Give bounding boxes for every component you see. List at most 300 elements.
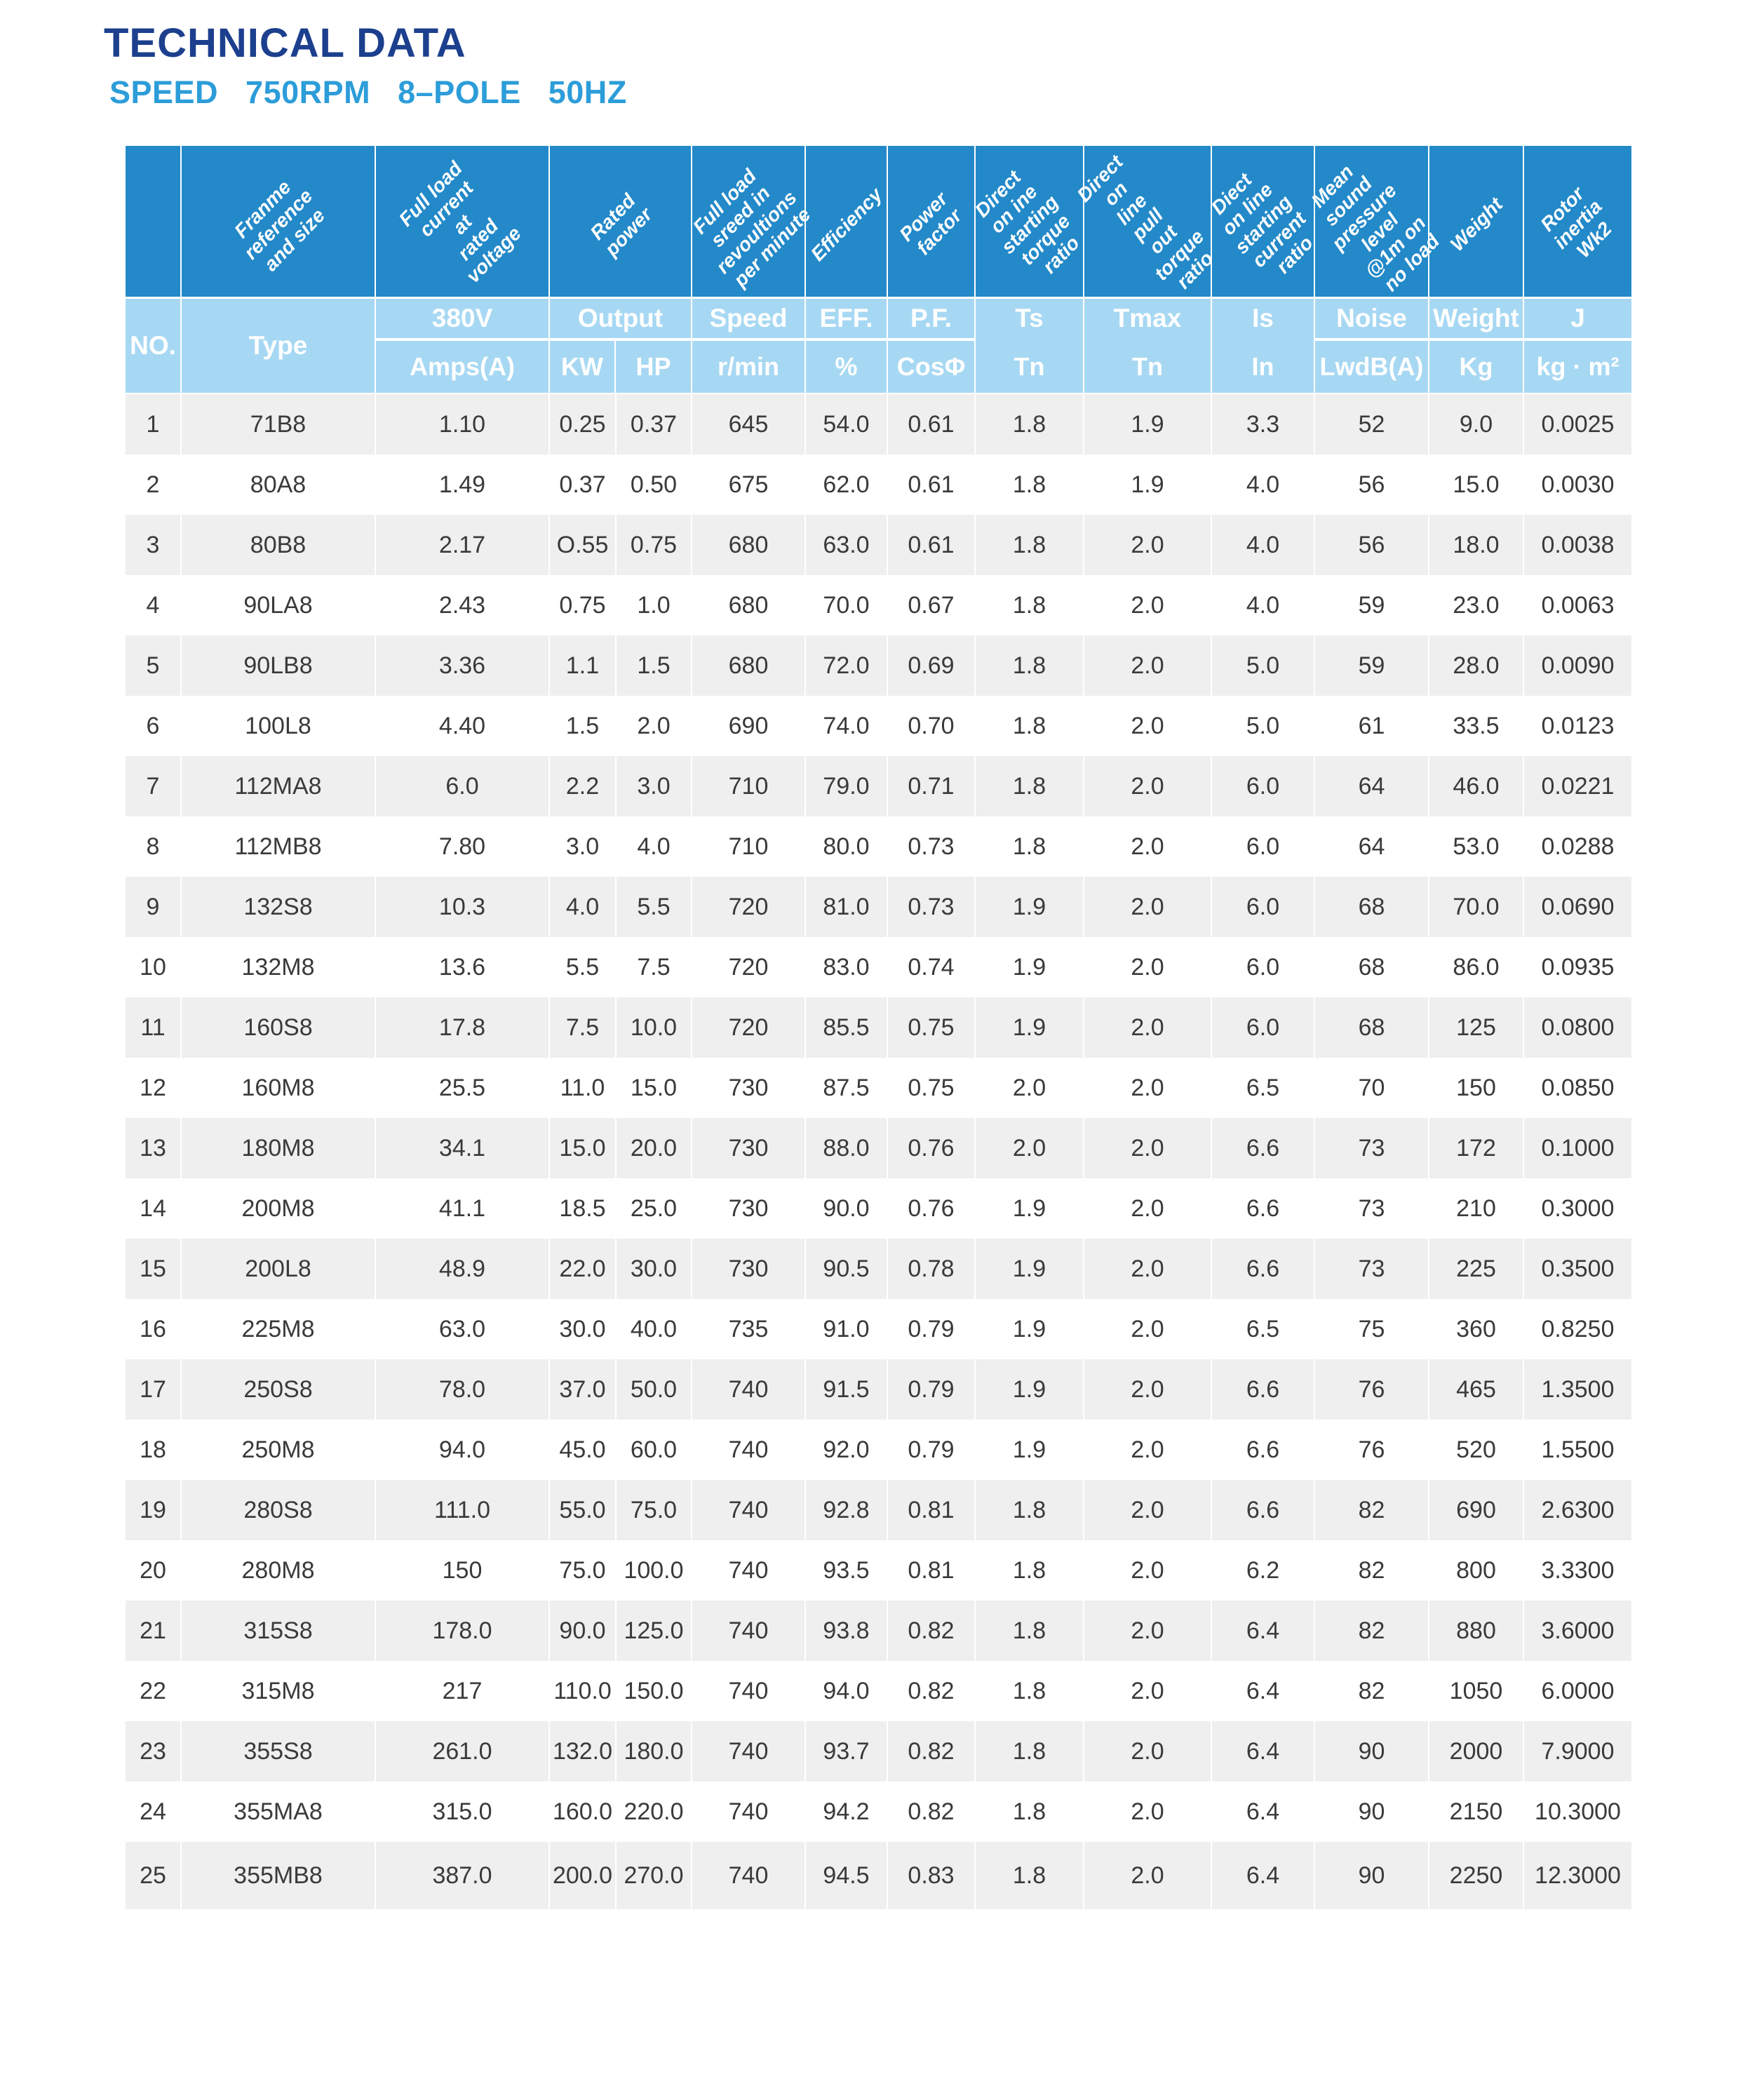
subheader-col-tmax [1084,299,1212,393]
cell-kw: 200.0 [550,1842,617,1909]
cell-type: 100L8 [182,696,376,756]
cell-noise: 56 [1315,515,1429,575]
cell-is-in: 3.3 [1212,394,1315,454]
cell-pf: 0.82 [888,1782,976,1842]
cell-eff: 81.0 [806,877,888,937]
cell-no: 10 [126,937,182,997]
cell-eff: 62.0 [806,454,888,515]
cell-j: 3.3300 [1541,1556,1615,1584]
cell-weight: 15.0 [1429,454,1524,515]
cell-ts-tn: 1.8 [976,1601,1084,1661]
subheader-no: NO. [126,299,182,393]
table-row [126,1058,1631,1118]
cell-hp: 0.37 [617,394,692,454]
cell-weight: 2000 [1429,1721,1524,1782]
cell-noise: 76 [1315,1420,1429,1480]
cell-noise: 90 [1315,1782,1429,1842]
cell-is-in: 4.0 [1212,575,1315,635]
cell-ts-tn: 1.8 [976,1721,1084,1782]
cell-tmax-tn: 2.0 [1084,1058,1212,1118]
cell-is-in: 6.2 [1212,1540,1315,1601]
cell-ts-tn: 1.9 [976,1239,1084,1299]
cell-noise: 90 [1315,1721,1429,1782]
cell-weight: 70.0 [1429,877,1524,937]
table-row [126,454,1631,515]
diag-header-label: Rotor inertia Wk2 [1535,182,1616,262]
cell-tmax-tn: 2.0 [1084,515,1212,575]
cell-noise: 68 [1315,997,1429,1058]
cell-j: 0.0025 [1541,410,1615,438]
cell-eff: 79.0 [806,756,888,816]
subheader-top-label: Output [577,304,664,332]
table-row [126,515,1631,575]
cell-eff: 91.5 [806,1359,888,1420]
cell-amps: 94.0 [376,1420,550,1480]
cell-hp: 4.0 [617,816,692,877]
cell-hp: 3.0 [617,756,692,816]
cell-amps: 4.40 [376,696,550,756]
cell-kw: 90.0 [550,1601,617,1661]
cell-tmax-tn: 2.0 [1084,816,1212,877]
cell-kw: 132.0 [550,1721,617,1782]
cell-eff: 85.5 [806,997,888,1058]
cell-eff: 80.0 [806,816,888,877]
cell-kw: 37.0 [550,1359,617,1420]
cell-tmax-tn: 2.0 [1084,756,1212,816]
subheader-col-speed [692,299,806,393]
cell-type: 355S8 [182,1721,376,1782]
cell-ts-tn: 2.0 [976,1118,1084,1178]
cell-tmax-tn: 2.0 [1084,1721,1212,1782]
cell-noise: 70 [1315,1058,1429,1118]
cell-noise: 82 [1315,1480,1429,1540]
cell-is-in: 6.6 [1212,1178,1315,1239]
cell-tmax-tn: 2.0 [1084,1178,1212,1239]
cell-type: 315S8 [182,1601,376,1661]
diag-header-full-load-current [376,146,550,297]
subheader-bottom-label: r/min [717,352,779,381]
cell-no: 14 [126,1178,182,1239]
cell-no: 6 [126,696,182,756]
cell-pf: 0.74 [888,937,976,997]
cell-speed: 730 [692,1239,806,1299]
cell-eff: 74.0 [806,696,888,756]
cell-noise: 59 [1315,635,1429,696]
cell-j: 0.0038 [1541,531,1615,558]
cell-weight: 9.0 [1429,394,1524,454]
cell-j: 0.0288 [1541,833,1615,860]
cell-kw: 0.25 [550,394,617,454]
cell-noise: 90 [1315,1842,1429,1909]
cell-speed: 680 [692,635,806,696]
cell-pf: 0.81 [888,1540,976,1601]
subheader-bottom-label: Amps(A) [410,352,515,381]
cell-is-in: 6.6 [1212,1420,1315,1480]
cell-speed: 730 [692,1058,806,1118]
subheader-top-label: J [1570,304,1585,332]
cell-noise: 73 [1315,1239,1429,1299]
cell-no: 17 [126,1359,182,1420]
table-row [126,1299,1631,1359]
cell-ts-tn: 1.8 [976,394,1084,454]
cell-tmax-tn: 2.0 [1084,1299,1212,1359]
cell-is-in: 6.6 [1212,1118,1315,1178]
diag-header-label: Efficiency [806,183,887,265]
cell-ts-tn: 1.8 [976,454,1084,515]
subheader-bottom-label: % [835,352,858,381]
cell-hp: 0.75 [617,515,692,575]
cell-is-in: 6.0 [1212,756,1315,816]
cell-no: 11 [126,997,182,1058]
cell-j: 0.3500 [1541,1255,1615,1282]
subheader-bottom-split [550,341,691,393]
table-row [126,1178,1631,1239]
diag-header-rated-power [550,146,692,297]
cell-noise: 52 [1315,394,1429,454]
cell-speed: 690 [692,696,806,756]
cell-pf: 0.69 [888,635,976,696]
cell-no: 22 [126,1661,182,1721]
cell-j: 0.1000 [1541,1134,1615,1161]
cell-amps: 41.1 [376,1178,550,1239]
cell-j: 3.6000 [1541,1617,1615,1644]
cell-j: 0.0800 [1541,1014,1615,1041]
diag-header-sound-pressure-level [1306,146,1443,297]
cell-no: 9 [126,877,182,937]
cell-kw: 30.0 [550,1299,617,1359]
cell-kw: 5.5 [550,937,617,997]
diag-header-label: Diect on line starting current ratio [1206,168,1317,278]
cell-eff: 93.5 [806,1540,888,1601]
cell-kw: 160.0 [550,1782,617,1842]
cell-weight: 1050 [1429,1661,1524,1721]
cell-is-in: 6.0 [1212,997,1315,1058]
cell-hp: 20.0 [617,1118,692,1178]
cell-eff: 83.0 [806,937,888,997]
cell-weight: 86.0 [1429,937,1524,997]
cell-weight: 465 [1429,1359,1524,1420]
table-row [126,816,1631,877]
table-row [126,756,1631,816]
cell-j: 0.0090 [1541,652,1615,679]
cell-is-in: 6.6 [1212,1239,1315,1299]
cell-noise: 64 [1315,816,1429,877]
cell-is-in: 6.6 [1212,1480,1315,1540]
cell-no: 4 [126,575,182,635]
cell-pf: 0.83 [888,1842,976,1909]
cell-hp: 180.0 [617,1721,692,1782]
cell-amps: 261.0 [376,1721,550,1782]
cell-kw: 1.1 [550,635,617,696]
table-row [126,1359,1631,1420]
cell-amps: 25.5 [376,1058,550,1118]
cell-j: 0.0690 [1541,893,1615,920]
cell-kw: 22.0 [550,1239,617,1299]
cell-amps: 217 [376,1661,550,1721]
cell-ts-tn: 1.9 [976,937,1084,997]
cell-is-in: 6.0 [1212,877,1315,937]
cell-amps: 34.1 [376,1118,550,1178]
cell-hp: 1.0 [617,575,692,635]
table-row [126,635,1631,696]
cell-speed: 720 [692,877,806,937]
cell-pf: 0.79 [888,1359,976,1420]
cell-speed: 740 [692,1782,806,1842]
cell-no: 18 [126,1420,182,1480]
cell-pf: 0.81 [888,1480,976,1540]
cell-weight: 125 [1429,997,1524,1058]
cell-amps: 178.0 [376,1601,550,1661]
cell-speed: 720 [692,997,806,1058]
cell-amps: 1.49 [376,454,550,515]
cell-type: 132S8 [182,877,376,937]
cell-hp: 75.0 [617,1480,692,1540]
cell-eff: 54.0 [806,394,888,454]
cell-amps: 10.3 [376,877,550,937]
subheader-row [126,297,1631,394]
subheader-bottom-label: In [1251,352,1274,381]
cell-hp: 50.0 [617,1359,692,1420]
cell-tmax-tn: 2.0 [1084,997,1212,1058]
cell-amps: 17.8 [376,997,550,1058]
subheader-bottom-label: Tn [1132,352,1163,381]
cell-weight: 360 [1429,1299,1524,1359]
table-row [126,1118,1631,1178]
cell-hp: 40.0 [617,1299,692,1359]
cell-eff: 63.0 [806,515,888,575]
cell-type: 80B8 [182,515,376,575]
cell-ts-tn: 1.8 [976,1661,1084,1721]
cell-tmax-tn: 2.0 [1084,635,1212,696]
cell-type: 280S8 [182,1480,376,1540]
cell-no: 25 [126,1842,182,1909]
cell-amps: 2.17 [376,515,550,575]
subheader-col-is [1212,299,1315,393]
diag-header-label: Full load current at rated voltage [394,156,526,288]
cell-type: 71B8 [182,394,376,454]
cell-j: 7.9000 [1541,1737,1615,1765]
cell-speed: 645 [692,394,806,454]
cell-tmax-tn: 2.0 [1084,575,1212,635]
cell-tmax-tn: 2.0 [1084,696,1212,756]
cell-amps: 1.10 [376,394,550,454]
cell-j: 0.0123 [1541,712,1615,739]
cell-hp: 5.5 [617,877,692,937]
diag-header-power-factor [888,146,976,297]
cell-ts-tn: 1.8 [976,575,1084,635]
cell-speed: 735 [692,1299,806,1359]
cell-is-in: 6.4 [1212,1721,1315,1782]
cell-tmax-tn: 2.0 [1084,1540,1212,1601]
cell-j: 0.0030 [1541,471,1615,498]
cell-pf: 0.61 [888,515,976,575]
cell-weight: 18.0 [1429,515,1524,575]
cell-amps: 111.0 [376,1480,550,1540]
cell-j: 0.3000 [1541,1194,1615,1222]
subheader-col-380v [376,299,550,393]
cell-speed: 740 [692,1540,806,1601]
cell-kw: 1.5 [550,696,617,756]
cell-noise: 82 [1315,1601,1429,1661]
cell-tmax-tn: 2.0 [1084,1239,1212,1299]
cell-ts-tn: 1.8 [976,515,1084,575]
cell-is-in: 5.0 [1212,635,1315,696]
table-row [126,1601,1631,1661]
cell-amps: 7.80 [376,816,550,877]
cell-type: 250M8 [182,1420,376,1480]
cell-weight: 880 [1429,1601,1524,1661]
cell-j: 1.3500 [1541,1375,1615,1403]
subheader-top-label: EFF. [819,304,873,332]
cell-pf: 0.75 [888,997,976,1058]
cell-kw: 3.0 [550,816,617,877]
cell-weight: 520 [1429,1420,1524,1480]
diagonal-header-row [126,146,1631,297]
subheader-top-label: 380V [431,304,493,332]
cell-eff: 93.7 [806,1721,888,1782]
cell-kw: 4.0 [550,877,617,937]
cell-weight: 690 [1429,1480,1524,1540]
cell-pf: 0.61 [888,394,976,454]
cell-amps: 387.0 [376,1842,550,1909]
cell-ts-tn: 1.9 [976,1420,1084,1480]
cell-pf: 0.61 [888,454,976,515]
diag-header-label: Full load sreed in revoultions per minute [688,164,815,291]
cell-type: 180M8 [182,1118,376,1178]
cell-eff: 93.8 [806,1601,888,1661]
cell-j: 0.0935 [1541,953,1615,981]
table-row [126,1480,1631,1540]
cell-is-in: 6.0 [1212,816,1315,877]
cell-weight: 2250 [1429,1842,1524,1909]
cell-speed: 740 [692,1661,806,1721]
diag-corner-cell [126,146,182,297]
cell-ts-tn: 1.8 [976,635,1084,696]
cell-is-in: 4.0 [1212,454,1315,515]
cell-tmax-tn: 2.0 [1084,1118,1212,1178]
diag-header-starting-current-ratio [1206,146,1317,297]
diag-header-frame-reference [182,146,376,297]
cell-noise: 68 [1315,937,1429,997]
cell-speed: 740 [692,1721,806,1782]
diag-header-label: Rated power [585,189,657,260]
cell-type: 90LA8 [182,575,376,635]
diag-header-label: Weight [1445,193,1507,255]
cell-type: 160M8 [182,1058,376,1118]
subheader-col-pf [888,299,976,393]
cell-kw: 18.5 [550,1178,617,1239]
cell-is-in: 6.4 [1212,1601,1315,1661]
cell-tmax-tn: 2.0 [1084,1601,1212,1661]
cell-amps: 315.0 [376,1782,550,1842]
table-row [126,1420,1631,1480]
subheader-top-label: Weight [1433,304,1519,332]
cell-speed: 740 [692,1601,806,1661]
cell-ts-tn: 1.8 [976,1842,1084,1909]
cell-ts-tn: 1.9 [976,1299,1084,1359]
cell-eff: 91.0 [806,1299,888,1359]
cell-pf: 0.76 [888,1178,976,1239]
cell-hp: 0.50 [617,454,692,515]
cell-speed: 740 [692,1480,806,1540]
subheader-col-eff [806,299,888,393]
page-title: TECHNICAL DATA [104,20,466,66]
cell-pf: 0.75 [888,1058,976,1118]
cell-ts-tn: 1.8 [976,756,1084,816]
cell-eff: 92.8 [806,1480,888,1540]
table-row [126,394,1631,454]
cell-weight: 23.0 [1429,575,1524,635]
cell-ts-tn: 1.8 [976,816,1084,877]
cell-noise: 61 [1315,696,1429,756]
cell-pf: 0.82 [888,1721,976,1782]
cell-type: 355MA8 [182,1782,376,1842]
cell-noise: 82 [1315,1540,1429,1601]
cell-j: 6.0000 [1541,1677,1615,1704]
subheader-bottom-label: Tn [1014,352,1045,381]
table-row [126,1239,1631,1299]
cell-hp: 1.5 [617,635,692,696]
cell-hp: 125.0 [617,1601,692,1661]
table-row [126,997,1631,1058]
subheader-top-label: P.F. [910,304,952,332]
cell-weight: 53.0 [1429,816,1524,877]
diag-header-full-load-speed [688,146,815,297]
diag-header-label: Franme reference and size [229,175,329,275]
cell-weight: 172 [1429,1118,1524,1178]
cell-ts-tn: 1.9 [976,997,1084,1058]
cell-kw: 110.0 [550,1661,617,1721]
cell-weight: 150 [1429,1058,1524,1118]
cell-hp: 100.0 [617,1540,692,1601]
diag-header-pull-out-torque-ratio [1072,146,1218,297]
cell-j: 0.0850 [1541,1074,1615,1101]
cell-weight: 46.0 [1429,756,1524,816]
table-row [126,877,1631,937]
cell-ts-tn: 1.9 [976,1178,1084,1239]
cell-no: 2 [126,454,182,515]
subheader-bottom-label: CosΦ [896,352,966,381]
subheader-col-ts [976,299,1084,393]
cell-kw: 7.5 [550,997,617,1058]
cell-no: 7 [126,756,182,816]
cell-is-in: 6.4 [1212,1661,1315,1721]
diag-header-label: Direct on line pull out torque ratio [1072,151,1218,293]
cell-type: 250S8 [182,1359,376,1420]
subheader-col-j [1524,299,1631,393]
cell-weight: 225 [1429,1239,1524,1299]
diag-header-label: Mean sound pressure level @1m on no load [1306,160,1443,295]
cell-tmax-tn: 2.0 [1084,1480,1212,1540]
cell-eff: 94.5 [806,1842,888,1909]
cell-eff: 70.0 [806,575,888,635]
cell-ts-tn: 1.8 [976,696,1084,756]
cell-amps: 63.0 [376,1299,550,1359]
cell-is-in: 6.4 [1212,1842,1315,1909]
cell-kw: 45.0 [550,1420,617,1480]
subheader-bottom-label: kg · m² [1536,352,1620,381]
subheader-top-label: Is [1252,304,1274,332]
cell-no: 8 [126,816,182,877]
cell-hp: 220.0 [617,1782,692,1842]
cell-noise: 56 [1315,454,1429,515]
cell-type: 112MA8 [182,756,376,816]
cell-ts-tn: 2.0 [976,1058,1084,1118]
diag-header-weight [1429,146,1524,297]
cell-pf: 0.78 [888,1239,976,1299]
diag-header-starting-torque-ratio [970,146,1084,297]
cell-amps: 2.43 [376,575,550,635]
